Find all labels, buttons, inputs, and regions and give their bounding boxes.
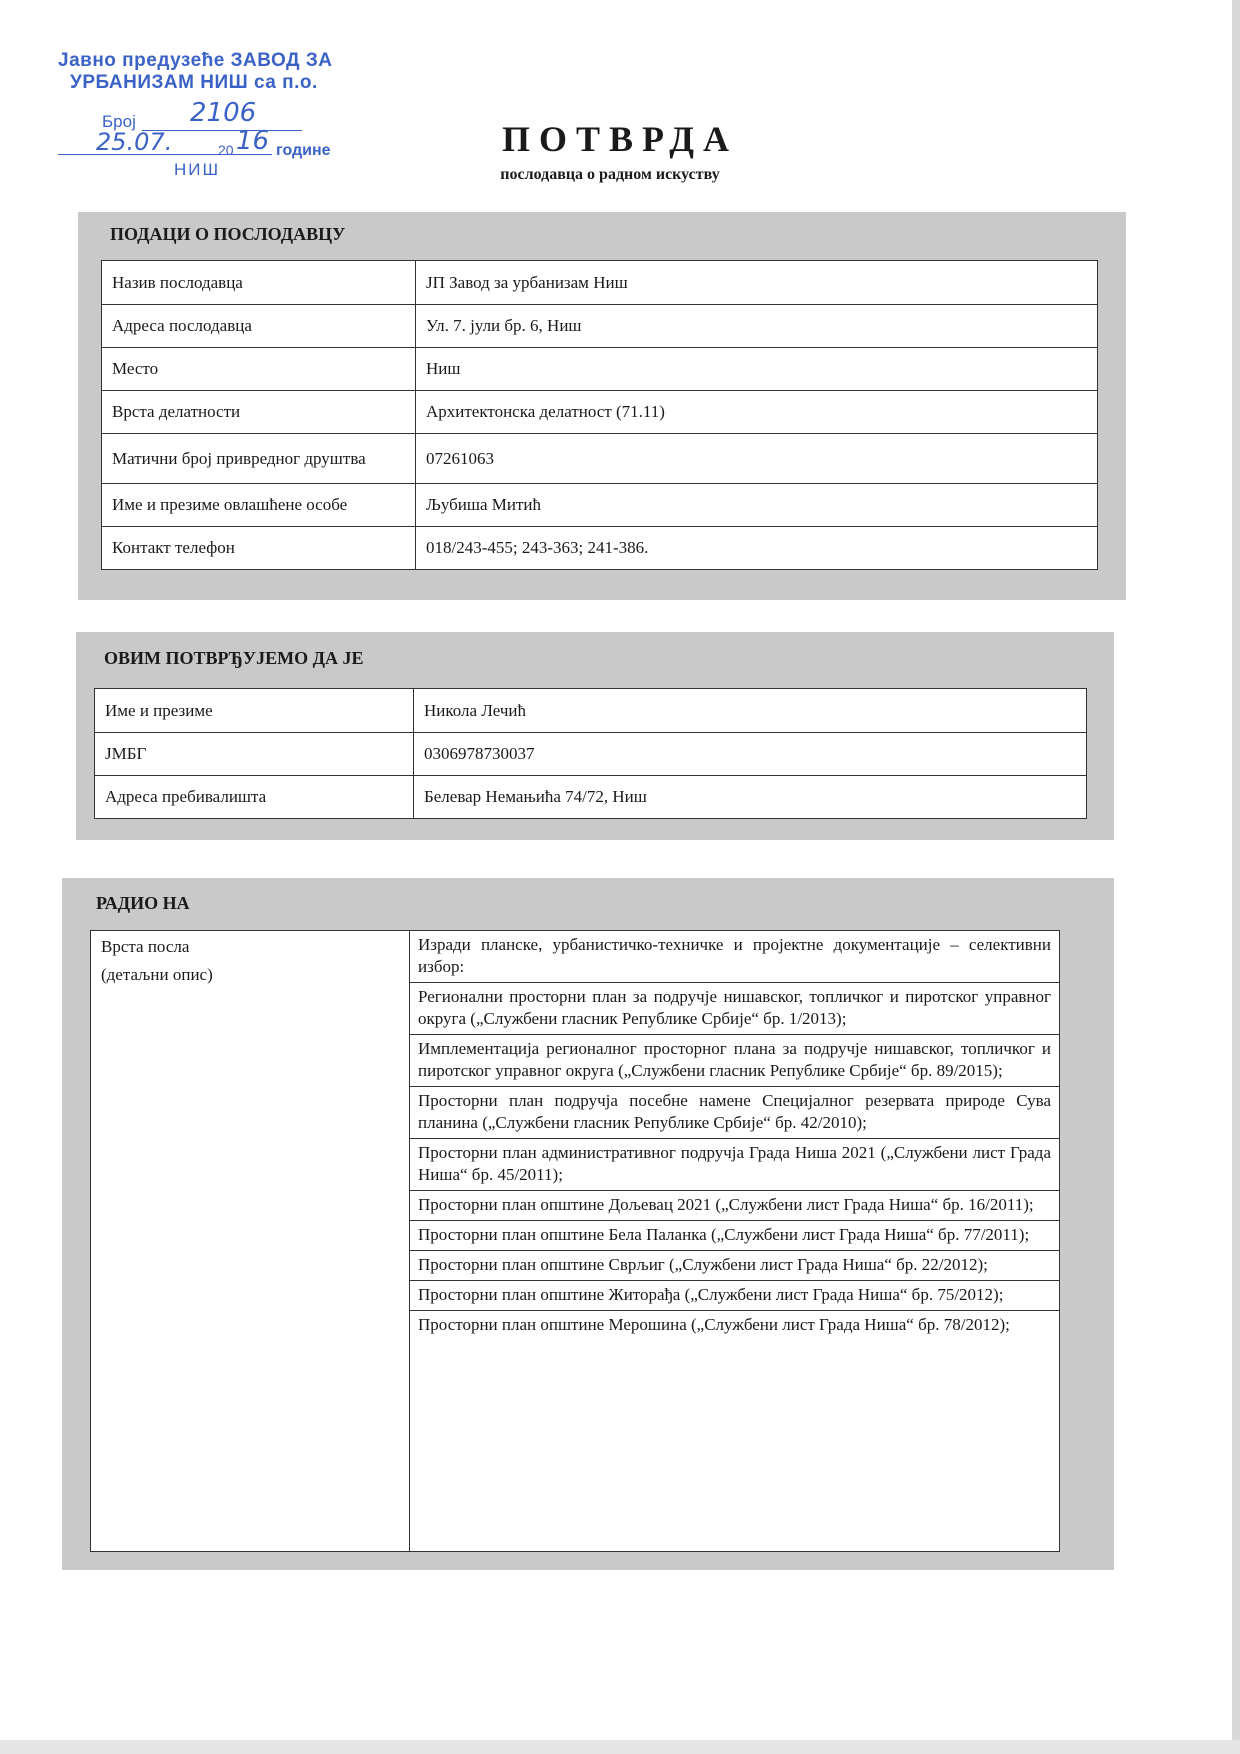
employer-value: ЈП Завод за урбанизам Ниш [416, 261, 1098, 305]
stamp-year-value: 16 [236, 126, 270, 156]
person-label: ЈМБГ [95, 733, 414, 776]
work-item: Просторни план општине Сврљиг („Службени лист Града Ниша“ бр. 22/2012); [410, 1251, 1059, 1281]
table-row [95, 733, 1087, 776]
work-item: Изради планске, урбанистичко-техничке и пројектне документације – селективни избор: [410, 931, 1059, 983]
work-item: Просторни план општине Бела Паланка („Службени лист Града Ниша“ бр. 77/2011); [410, 1221, 1059, 1251]
employer-value: Ул. 7. јули бр. 6, Ниш [416, 305, 1098, 348]
registry-stamp [50, 50, 380, 180]
stamp-date-value: 25.07. [96, 128, 173, 156]
employer-label: Контакт телефон [102, 527, 416, 570]
stamp-number-label: Број [102, 112, 136, 131]
work-description-cell [410, 931, 1059, 1340]
employer-label: Место [102, 348, 416, 391]
table-row [102, 348, 1098, 391]
employer-value: Ниш [416, 348, 1098, 391]
person-label: Адреса пребивалишта [95, 776, 414, 819]
table-row [102, 391, 1098, 434]
table-row [102, 527, 1098, 570]
person-value: 0306978730037 [414, 733, 1087, 776]
stamp-city: НИШ [174, 160, 221, 179]
work-item: Просторни план општине Дољевац 2021 („Службени лист Града Ниша“ бр. 16/2011); [410, 1191, 1059, 1221]
stamp-year-line [236, 154, 272, 155]
work-item: Просторни план општине Мерошина („Службени лист Града Ниша“ бр. 78/2012); [418, 1315, 1010, 1334]
confirmation-table [94, 688, 1087, 819]
stamp-year-prefix: 20 [218, 142, 234, 158]
work-label-cell [91, 931, 410, 1551]
stamp-line-2: УРБАНИЗАМ НИШ са п.о. [70, 72, 318, 93]
employer-label: Матични број привредног друштва [102, 434, 416, 484]
employer-label: Име и презиме овлашћене особе [102, 484, 416, 527]
employer-value: Љубиша Митић [416, 484, 1098, 527]
work-item: Просторни план административног подручја Града Ниша 2021 („Службени лист Града Ниша“ бр. 45/2011); [410, 1139, 1059, 1191]
document-title: ПОТВРДА [502, 119, 738, 159]
stamp-number-value: 2106 [190, 98, 257, 128]
table-row [102, 305, 1098, 348]
confirmation-heading: ОВИМ ПОТВРЂУЈЕМО ДА ЈЕ [104, 648, 364, 668]
work-table [90, 930, 1060, 1552]
employer-label: Врста делатности [102, 391, 416, 434]
document-subtitle: послодавца о радном искуству [500, 166, 720, 183]
person-value: Белевар Немањића 74/72, Ниш [414, 776, 1087, 819]
table-row [102, 484, 1098, 527]
table-row [95, 776, 1087, 819]
work-label-detail: (детаљни опис) [101, 965, 213, 984]
work-item: Регионални просторни план за подручје нишавског, топличког и пиротског управног округа („Службени гласник Републике Србије“ бр. 1/2013); [410, 983, 1059, 1035]
work-label: Врста посла [101, 937, 190, 956]
page-edge [0, 1740, 1240, 1754]
employer-label: Адреса послодавца [102, 305, 416, 348]
employer-heading: ПОДАЦИ О ПОСЛОДАВЦУ [110, 224, 346, 244]
employer-table [101, 260, 1098, 570]
work-heading: РАДИО НА [96, 893, 190, 913]
employer-value: 07261063 [416, 434, 1098, 484]
employer-label: Назив послодавца [102, 261, 416, 305]
page-edge [1232, 0, 1240, 1754]
work-item: Просторни план подручја посебне намене Специјалног резервата природе Сува планина („Службени гласник Републике Србије“ бр. 42/2010); [410, 1087, 1059, 1139]
stamp-year-suffix: године [276, 142, 331, 159]
work-item: Имплементација регионалног просторног плана за подручје нишавског, топличког и пиротског управног округа („Службени гласник Републике Србије“ бр. 89/2015); [410, 1035, 1059, 1087]
employer-value: 018/243-455; 243-363; 241-386. [416, 527, 1098, 570]
table-row [102, 261, 1098, 305]
stamp-line-1: Јавно предузеће ЗАВОД ЗА [58, 50, 333, 71]
table-row [102, 434, 1098, 484]
person-value: Никола Лечић [414, 689, 1087, 733]
table-row [95, 689, 1087, 733]
person-label: Име и презиме [95, 689, 414, 733]
work-item: Просторни план општине Житорађа („Службени лист Града Ниша“ бр. 75/2012); [410, 1281, 1059, 1311]
employer-value: Архитектонска делатност (71.11) [416, 391, 1098, 434]
